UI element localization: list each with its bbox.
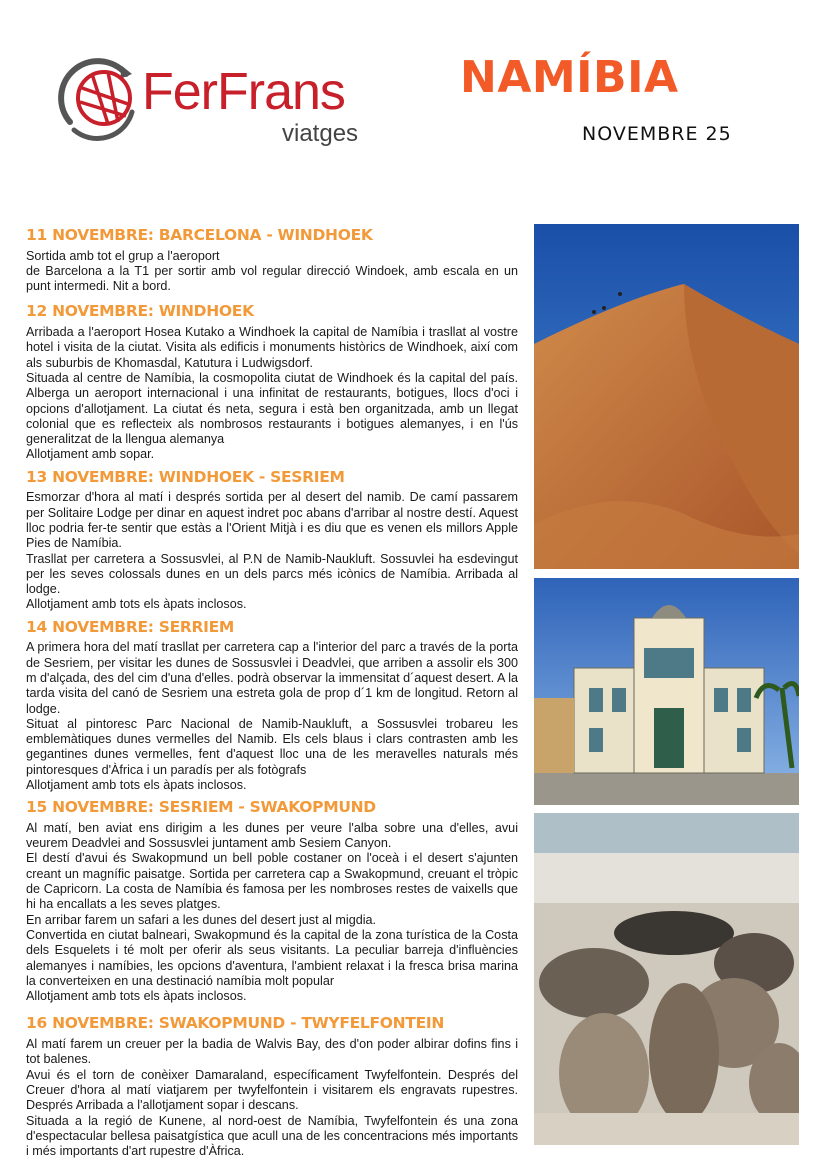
day-paragraph: Situada al centre de Namíbia, la cosmopolita ciutat de Windhoek és la capital del país. Alberga un aeroport internacional i una infinitat de restaurants, botigues, llocs d'oci i opcions d'allotjament. La ciutat és neta, segura i està ben organitzada, amb un llegat colonial que es reflecteix als nombrosos restaurants i botigues alemanyes, i en l'ús generalitzat de la llengua alemanya	[26, 370, 518, 447]
brand-name: FerFrans	[142, 63, 345, 121]
brand-sub: viatges	[282, 120, 359, 147]
day-section	[26, 618, 518, 794]
day-paragraph: Esmorzar d'hora al matí i després sortida per al desert del namib. De camí passarem per Solitaire Lodge per dinar en aquest indret poc abans d'arribar al nostre destí. Aquest lloc podria fer-te sentir que estàs a l'Orient Mitjà i es diu que es venen els millors Apple Pies de Namíbia.	[26, 490, 518, 551]
day-paragraph: Allotjament amb tots els àpats inclosos.	[26, 597, 247, 612]
seals-photo	[534, 813, 799, 1145]
day-paragraph: Al matí, ben aviat ens dirigim a les dunes per veure l'alba sobre una d'elles, avui veurem Deadvlei and Sossusvlei juntament amb Sesiem Canyon.	[26, 820, 518, 851]
day-heading: 11 NOVEMBRE: BARCELONA - WINDHOEK	[26, 226, 373, 244]
itinerary	[26, 226, 518, 1159]
dune-photo	[534, 224, 799, 569]
day-heading: 16 NOVEMBRE: SWAKOPMUND - TWYFELFONTEIN	[26, 1014, 445, 1033]
day-heading: 12 NOVEMBRE: WINDHOEK	[26, 302, 254, 321]
page-title: NAMÍBIA	[460, 52, 679, 103]
day-paragraph: Al matí farem un creuer per la badia de Walvis Bay, des d'on poder albirar dofins fins i tot balenes.	[26, 1037, 518, 1067]
page-subtitle: NOVEMBRE 25	[582, 123, 732, 145]
day-paragraph: Avui és el torn de conèixer Damaraland, específicament Twyfelfontein. Després del Creuer d'hora al matí viatjarem per twyfelfontein i visitarem els engravats rupestres. Després Arribada a l'allotjament sopar i descans.	[26, 1067, 518, 1113]
day-section	[26, 798, 518, 1004]
day-section	[26, 226, 518, 294]
day-paragraph: Convertida en ciutat balneari, Swakopmund és la capital de la zona turística de la Costa dels Esquelets i té molt per oferir als seus visitants. La peculiar barreja d'influències alemanyes i namíbies, les opcions d'aventura, l'ambient relaxat i la fresca brisa marina la converteixen en una destinació namíbia molt popular	[26, 927, 518, 988]
day-paragraph: Situada a la regió de Kunene, al nord-oest de Namíbia, Twyfelfontein és una zona d'espectacular bellesa paisatgística que acull una de les concentracions més importants i més importants d'art rupestre d'Àfrica.	[26, 1113, 518, 1159]
globe-icon	[52, 52, 144, 144]
day-paragraph: Trasllat per carretera a Sossusvlei, al P.N de Namib-Naukluft. Sossuvlei ha esdevingut per les seves colossals dunes en un dels parcs més icònics de Namíbia. Arribada al lodge.	[26, 551, 518, 597]
day-paragraph: Allotjament amb tots els àpats inclosos.	[26, 989, 247, 1004]
day-section	[26, 302, 518, 462]
day-section	[26, 468, 518, 613]
day-paragraph: Arribada a l'aeroport Hosea Kutako a Windhoek la capital de Namíbia i trasllat al vostre hotel i visita de la ciutat. Visita als edificis i monuments històrics de Windhoek, així com als suburbis de Khomasdal, Katutura i Ludwigsdorf.	[26, 325, 518, 370]
day-heading: 15 NOVEMBRE: SESRIEM - SWAKOPMUND	[26, 798, 376, 817]
building-photo	[534, 578, 799, 805]
day-paragraph: A primera hora del matí trasllat per carretera cap a l'interior del parc a través de la porta de Sesriem, per visitar les dunes de Sossusvlei i Deadvlei, que arriben a assolir els 300 m d'alçada, des del cim d'una d'elles. podrà observar la immensitat d´aquest desert. A la tarda visita del canó de Sesriem una estreta gola de prop d´1 km de longitud. Retorn al lodge.	[26, 640, 518, 716]
day-section	[26, 1014, 518, 1159]
day-paragraph: Situat al pintoresc Parc Nacional de Namib-Naukluft, a Sossusvlei trobareu les emblemàtiques dunes vermelles del Namib. Els cels blaus i clars contrasten amb les gegantines dunes vermelles, fent d'aquest lloc una de les meravelles naturals més pintoresques d'Àfrica i un paradís per als fotògrafs	[26, 716, 518, 777]
day-heading: 13 NOVEMBRE: WINDHOEK - SESRIEM	[26, 467, 345, 486]
day-paragraph: Allotjament amb tots els àpats inclosos.	[26, 777, 247, 792]
day-paragraph: El destí d'avui és Swakopmund un bell poble costaner on l'oceà i el desert s'ajunten creant un magnífic paisatge. Sortida per carretera cap a Swakopmund, creuant el tròpic de Capricorn. La costa de Namíbia és famosa per les nombroses restes de vaixells que hi ha encallats a les seves platges.	[26, 851, 518, 912]
day-paragraph: Sortida amb tot el grup a l'aeroport de Barcelona a la T1 per sortir amb vol regular direcció Windoek, amb escala en un punt intermedi. Nit a bord.	[26, 248, 518, 294]
day-heading: 14 NOVEMBRE: SERRIEM	[26, 617, 235, 636]
day-paragraph: Allotjament amb sopar.	[26, 447, 155, 462]
brand-logo	[52, 52, 382, 152]
day-paragraph: En arribar farem un safari a les dunes del desert just al migdia.	[26, 912, 376, 927]
